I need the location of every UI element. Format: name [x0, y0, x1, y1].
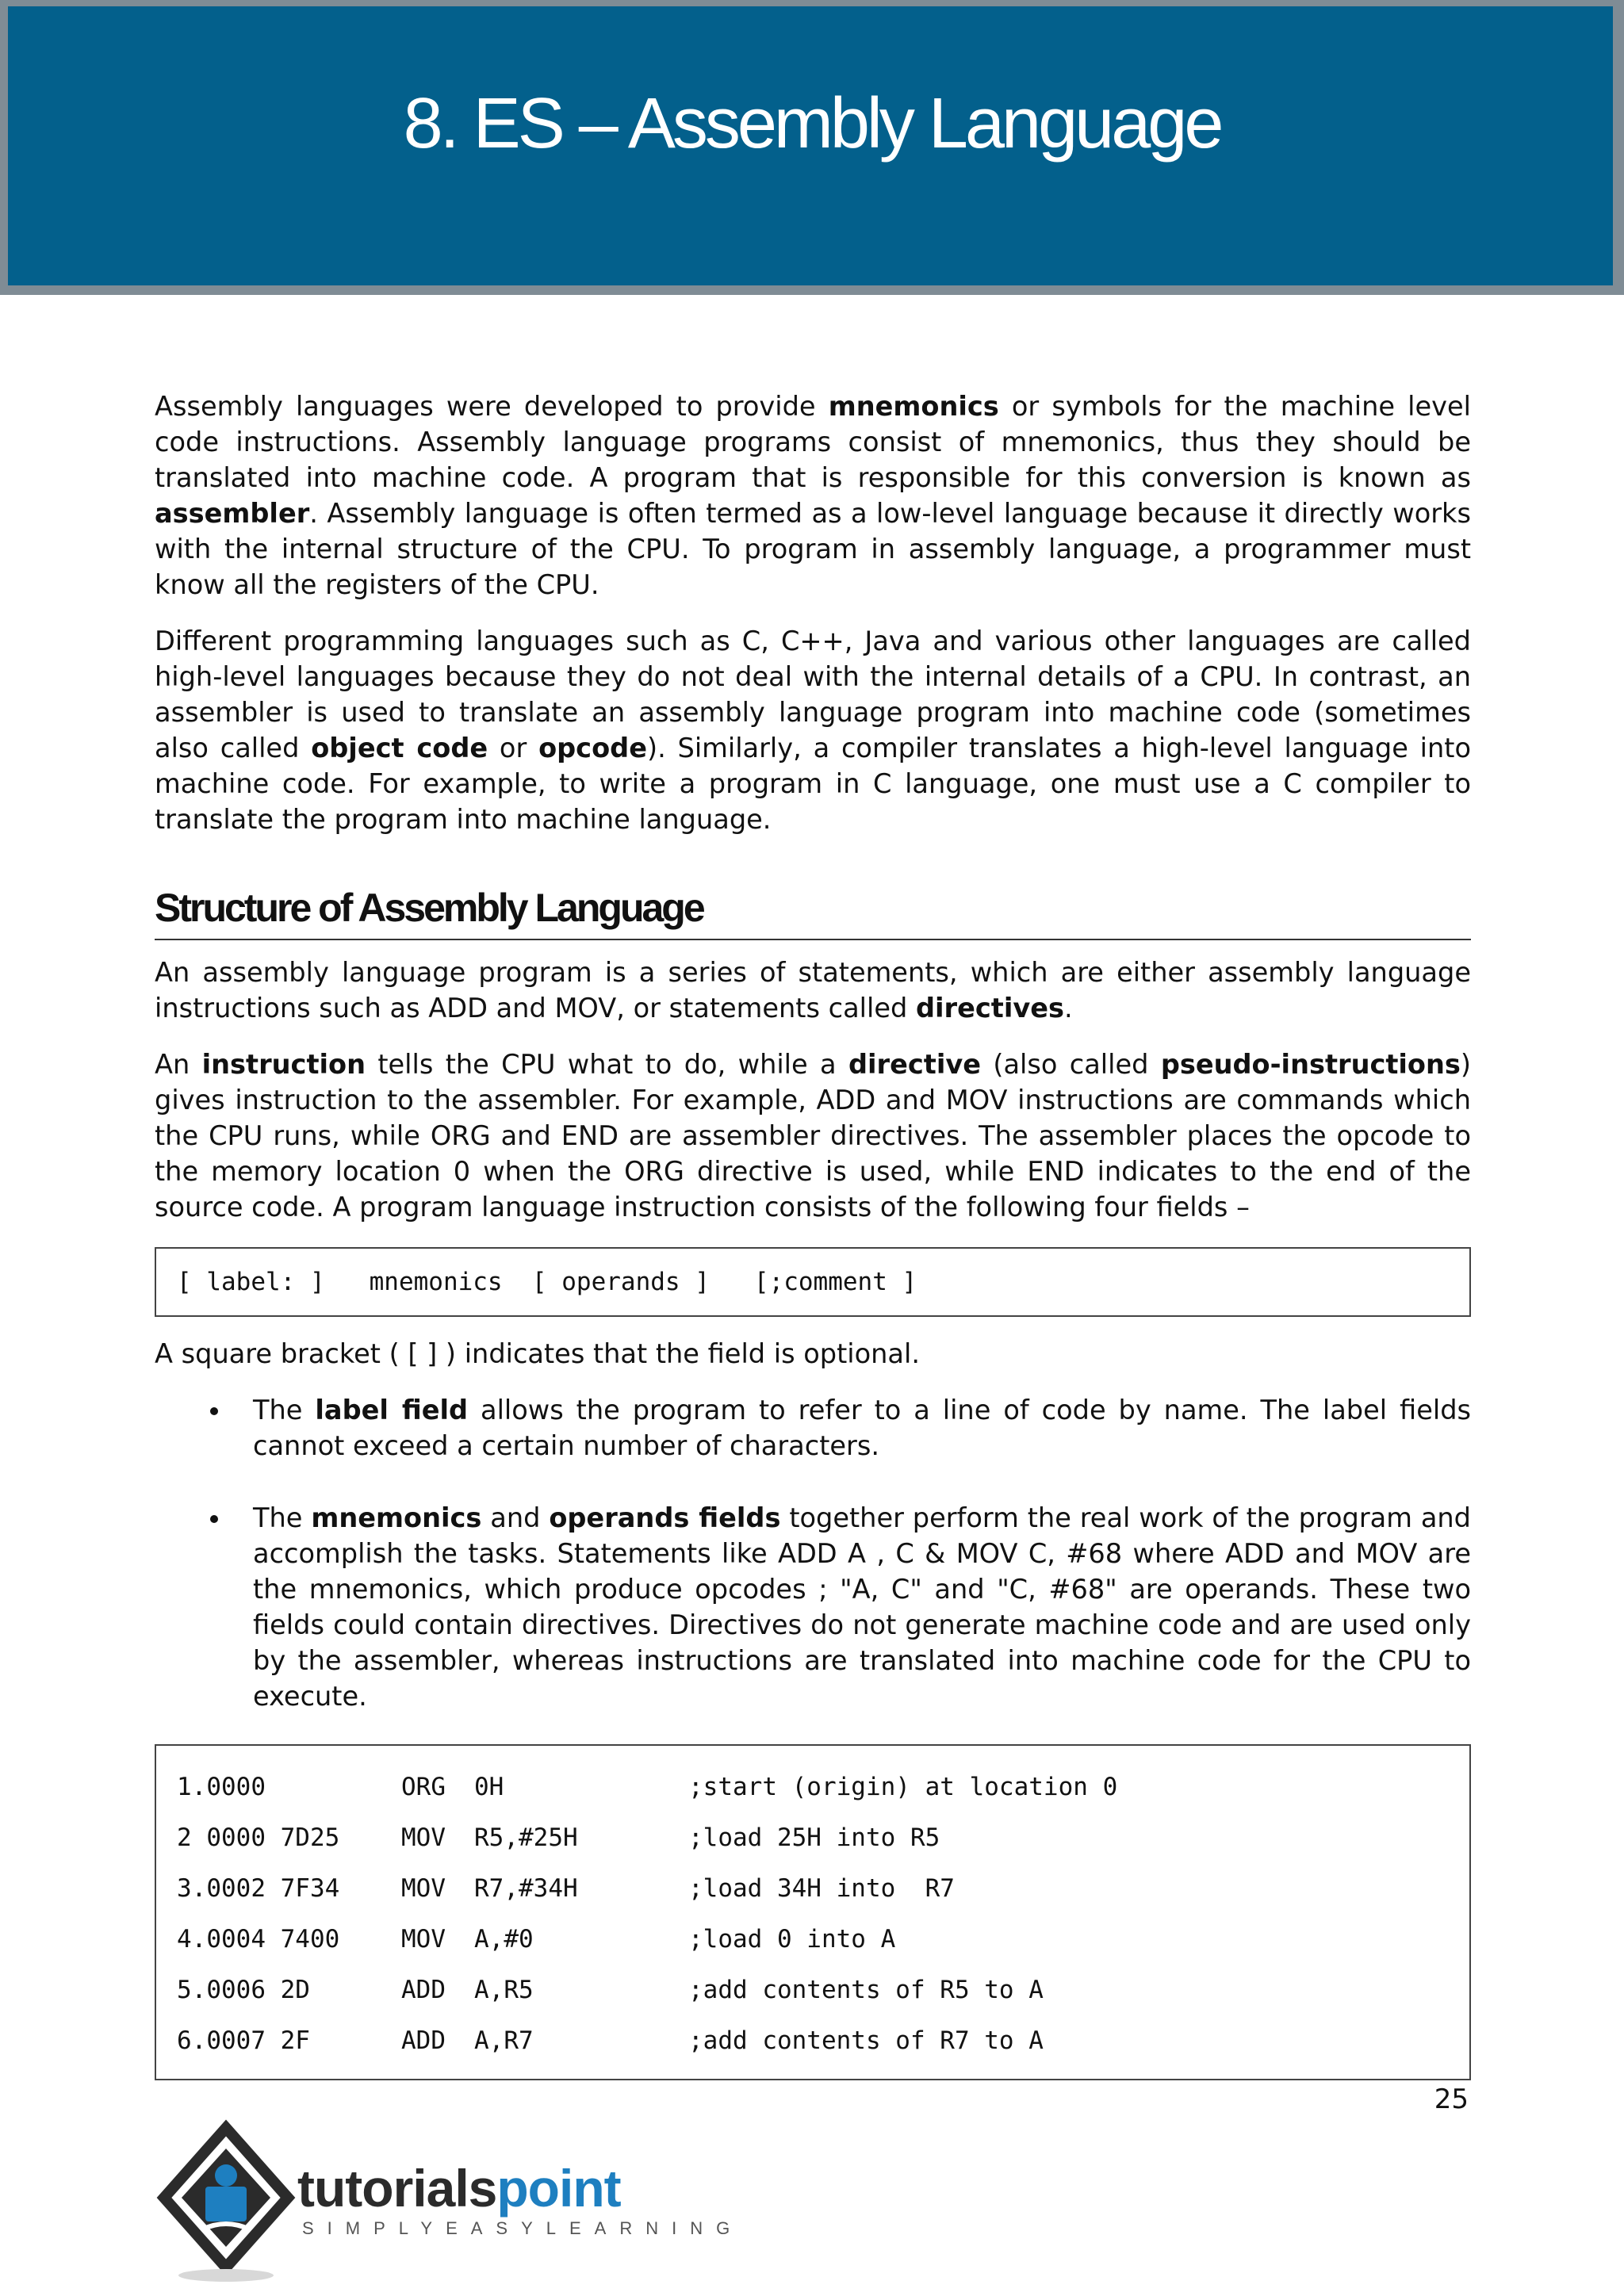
page-number: 25 [1434, 2084, 1469, 2115]
logo-tagline: SIMPLYEASYLEARNING [302, 2218, 744, 2238]
listing-comment: ;add contents of R7 to A [688, 2026, 1044, 2055]
text-run: . Assembly language is often termed as a low-level language because it directly works with the internal structure of the CPU. To program in assembly language, a programmer must know all the registers of the CPU. [155, 498, 1471, 600]
listing-address: 5.0006 2D [177, 1976, 310, 2004]
listing-mnemonic: MOV [401, 1925, 446, 1954]
bullet-mnemonics-field [155, 1500, 1471, 1714]
bold-term: pseudo-instructions [1160, 1049, 1461, 1080]
listing-mnemonic: ADD [401, 1976, 446, 2004]
text-run: Assembly languages were developed to provide [155, 391, 829, 422]
listing-row [177, 1965, 1449, 2015]
section-paragraph-1 [155, 955, 1471, 1026]
optional-note: A square bracket ( [ ] ) indicates that the field is optional. [155, 1338, 921, 1369]
listing-row [177, 1914, 1449, 1965]
text-run: . [1063, 993, 1073, 1024]
listing-mnemonic: ADD [401, 2026, 446, 2055]
bullet-text [253, 1392, 1471, 1464]
text-run: ). Similarly, a compiler translates a high-level language into machine code. For example, to write a program in C language, one must use a C compiler to translate the program into machine language. [155, 733, 1471, 835]
text-run: and [481, 1502, 550, 1533]
text-run: The [253, 1395, 316, 1425]
listing-mnemonic: MOV [401, 1823, 446, 1852]
listing-address: 2 0000 7D25 [177, 1823, 340, 1852]
listing-operands: A,R7 [474, 2026, 534, 2055]
listing-operands: 0H [474, 1773, 504, 1801]
text-run: The [253, 1502, 312, 1533]
listing-address: 6.0007 2F [177, 2026, 310, 2055]
logo-word-tutorials: tutorials [297, 2159, 497, 2218]
text-run: (also called [981, 1049, 1161, 1080]
logo-word-point: point [496, 2159, 621, 2218]
text-run: allows the program to refer to a line of code by name. The label fields cannot exceed a certain number of characters. [253, 1395, 1471, 1461]
bold-term: operands fields [549, 1502, 781, 1533]
listing-comment: ;load 25H into R5 [688, 1823, 940, 1852]
listing-address: 4.0004 7400 [177, 1925, 340, 1954]
intro-paragraph-1 [155, 388, 1471, 603]
listing-row [177, 1812, 1449, 1863]
text-run: together perform the real work of the program and accomplish the tasks. Statements like ADD A , C & MOV C, #68 where ADD and MOV are the mnemonics, which produce opcodes ; "A, C" and "C, #68" are operands. These two fields could contain directives. Directives do not generate machine code and are used only by the assembler, whereas instructions are translated into machine code for the CPU to execute. [253, 1502, 1471, 1712]
listing-row [177, 2015, 1449, 2066]
listing-comment: ;start (origin) at location 0 [688, 1773, 1118, 1801]
listing-row [177, 1863, 1449, 1914]
bold-term: directives [915, 993, 1064, 1024]
section-paragraph-2 [155, 1047, 1471, 1225]
text-run: ) gives instruction to the assembler. For example, ADD and MOV instructions are commands which the CPU runs, while ORG and END are assembler directives. The assembler places the opcode to the memory location 0 when the ORG directive is used, while END indicates to the end of the source code. A program language instruction consists of the following four fields – [155, 1049, 1472, 1223]
chapter-title: 8. ES – Assembly Language [403, 84, 1221, 163]
bold-term: assembler [155, 498, 310, 529]
logo-emblem-icon [155, 2110, 297, 2285]
bullet-dot-icon [210, 1515, 218, 1523]
listing-comment: ;add contents of R5 to A [688, 1976, 1044, 2004]
intro-paragraph-2 [155, 623, 1471, 837]
text-run: tells the CPU what to do, while a [365, 1049, 848, 1080]
field-bullet-list [155, 1392, 1471, 1714]
bullet-text [253, 1500, 1471, 1714]
page-content [155, 388, 1471, 2080]
bold-term: mnemonics [311, 1502, 482, 1533]
syntax-line: [ label: ] mnemonics [ operands ] [;comment ] [177, 1268, 917, 1296]
listing-mnemonic: ORG [401, 1773, 446, 1801]
assembly-listing-box [155, 1744, 1471, 2080]
bold-term: object code [311, 733, 488, 763]
bullet-dot-icon [210, 1407, 218, 1415]
tutorialspoint-logo [155, 2110, 744, 2285]
text-run: or [488, 733, 539, 763]
bold-term: directive [848, 1049, 981, 1080]
listing-operands: A,R5 [474, 1976, 534, 2004]
chapter-banner [0, 0, 1624, 295]
text-run: An [155, 1049, 202, 1080]
section-heading: Structure of Assembly Language [155, 883, 1471, 940]
listing-comment: ;load 0 into A [688, 1925, 896, 1954]
listing-comment: ;load 34H into R7 [688, 1874, 955, 1903]
bullet-label-field [155, 1392, 1471, 1464]
listing-operands: A,#0 [474, 1925, 534, 1954]
listing-address: 1.0000 [177, 1773, 266, 1801]
text-run: or symbols for the machine level code instructions. Assembly language programs consist of mnemonics, thus they should be translated into machine code. A program that is responsible for this conversion is known as [155, 391, 1471, 493]
bold-term: instruction [201, 1049, 366, 1080]
listing-row [177, 1762, 1449, 1812]
logo-wordmark [297, 2158, 621, 2218]
listing-address: 3.0002 7F34 [177, 1874, 340, 1903]
listing-operands: R5,#25H [474, 1823, 578, 1852]
text-run: Different programming languages such as C, C++, Java and various other languages are called high-level languages because they do not deal with the internal details of a CPU. In contrast, an assembler is used to translate an assembly language program into machine code (sometimes also called [155, 626, 1471, 763]
bold-term: label field [315, 1395, 469, 1425]
listing-operands: R7,#34H [474, 1874, 578, 1903]
text-run: An assembly language program is a series of statements, which are either assembly language instructions such as ADD and MOV, or statements called [155, 957, 1471, 1024]
syntax-code-box [155, 1247, 1471, 1317]
listing-mnemonic: MOV [401, 1874, 446, 1903]
bold-term: opcode [538, 733, 647, 763]
bold-term: mnemonics [828, 391, 999, 422]
